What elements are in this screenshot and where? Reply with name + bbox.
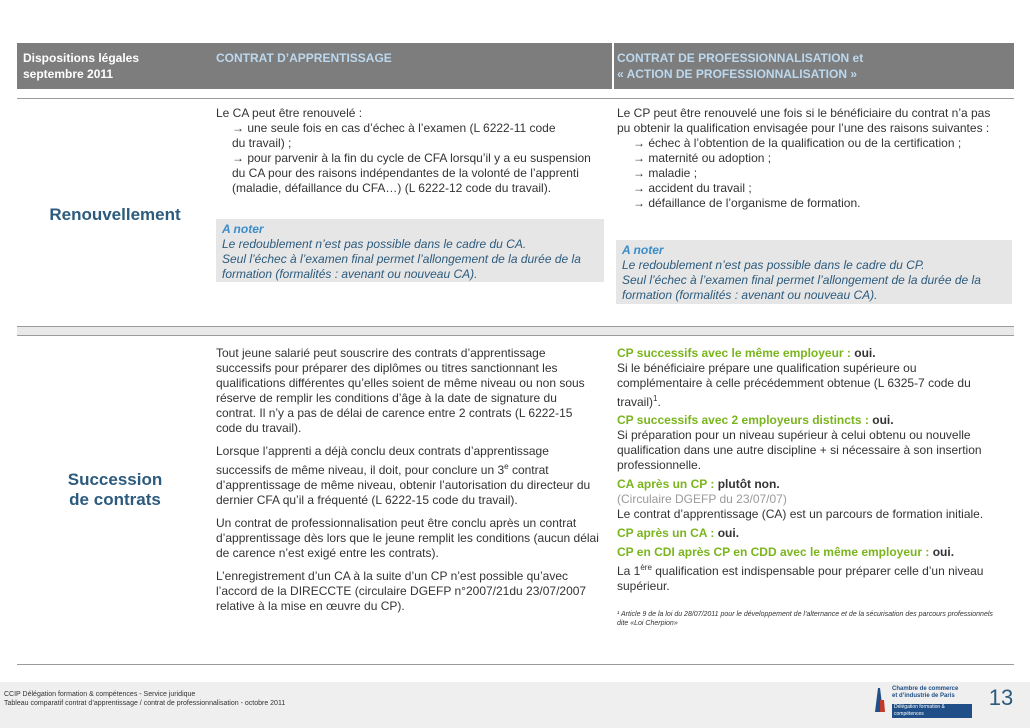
note-line: Le redoublement n’est pas possible dans le cadre du CA. xyxy=(222,237,527,251)
text-line: l’accord de la DIRECCTE (circulaire DGEFP n°2007/21du 23/07/2007 xyxy=(216,584,587,598)
ca-succession-text xyxy=(216,346,611,614)
row2-top-divider xyxy=(17,335,1014,336)
text-line: relative à la mise en œuvre du CP). xyxy=(216,599,405,613)
text-line: réserve de remplir les conditions d’âge à la date de signature du xyxy=(216,391,557,405)
text-line: Lorsque l’apprenti a déjà conclu deux contrats d’apprentissage xyxy=(216,444,549,458)
spacer xyxy=(216,508,611,516)
row2-bottom-divider xyxy=(17,664,1014,665)
heading-green: CA après un CP : xyxy=(617,477,715,491)
text-line xyxy=(617,545,1014,560)
page-number: 13 xyxy=(988,685,1014,710)
answer: oui. xyxy=(932,545,955,559)
text-line: Le CP peut être renouvelé une fois si le bénéficiaire du contrat n’a pas xyxy=(617,106,991,120)
answer: oui. xyxy=(854,346,876,360)
footer-text xyxy=(4,690,285,708)
text-line: → accident du travail ; xyxy=(633,181,752,195)
text-line: → échec à l’obtention de la qualification ou de la certification ; xyxy=(633,136,962,150)
note-line: Seul l’échec à l’examen final permet l’allongement de la durée de la xyxy=(622,273,981,287)
text-line: du travail) ; xyxy=(232,136,292,150)
text-line: code du travail). xyxy=(216,421,302,435)
text-line: Si préparation pour un niveau supérieur à celui obtenu ou nouvelle xyxy=(617,428,971,442)
header-right-line1: CONTRAT DE PROFESSIONNALISATION et xyxy=(617,51,864,65)
row-label-renouvellement: Renouvellement xyxy=(49,205,181,224)
answer: oui. xyxy=(872,413,894,427)
text-line xyxy=(617,346,1014,361)
text-span: . xyxy=(657,395,661,409)
answer: plutôt non. xyxy=(717,477,780,491)
superscript: 1 xyxy=(653,394,658,403)
text-line: successifs pour préparer des diplômes ou titres sanctionnant les xyxy=(216,361,558,375)
header-left-line1: Dispositions légales xyxy=(23,51,140,65)
text-line: Tout jeune salarié peut souscrire des contrats d’apprentissage xyxy=(216,346,546,360)
note-line: Le redoublement n’est pas possible dans le cadre du CP. xyxy=(622,258,925,272)
text-line: de carence n’est exigé entre les contrats). xyxy=(216,546,439,560)
logo-line: Délégation formation & compétences xyxy=(892,704,972,718)
text-line: Un contrat de professionnalisation peut être conclu après un contrat xyxy=(216,516,577,530)
text-line: dernier CFA qu’il a fréquenté (L 6222-15 code du travail). xyxy=(216,493,518,507)
header-left-line2: septembre 2011 xyxy=(23,67,114,81)
text-line: contrat. Il n’y a pas de délai de carence entre 2 contrats (L 6222-15 xyxy=(216,406,573,420)
cp-succession-text xyxy=(617,346,1014,594)
text-line: → défaillance de l’organisme de formation. xyxy=(633,196,861,210)
header-ca xyxy=(213,43,612,89)
heading-green: CP successifs avec 2 employeurs distincts : xyxy=(617,413,869,427)
text-line xyxy=(617,560,1014,579)
text-line: qualification dans une autre discipline + si nécessaire à son insertion xyxy=(617,443,982,457)
header-cp xyxy=(614,43,1014,89)
text-line: d’apprentissage de même niveau, obtenir l’autorisation du directeur du xyxy=(216,478,591,492)
cp-renouvellement-text xyxy=(617,106,1014,211)
ca-note-box xyxy=(216,219,604,282)
text-line xyxy=(617,477,1014,492)
superscript: e xyxy=(504,462,509,471)
text-line: → maladie ; xyxy=(633,166,698,180)
note-title: A noter xyxy=(622,243,664,257)
cp-note-box xyxy=(616,240,1012,304)
note-line: formation (formalités : avenant ou nouveau CA). xyxy=(622,288,878,302)
logo-line: Chambre de commerce xyxy=(892,686,959,692)
text-line: L’enregistrement d’un CA à la suite d’un CP n’est possible qu’avec xyxy=(216,569,568,583)
text-line: professionnelle. xyxy=(617,458,702,472)
text-line: complémentaire à celle précédemment obtenue (L 6325-7 code du xyxy=(617,376,971,390)
text-line: Si le bénéficiaire prépare une qualification supérieure ou xyxy=(617,361,917,375)
row-label-line: de contrats xyxy=(69,490,161,509)
text-line xyxy=(617,526,1014,541)
heading-green: CP successifs avec le même employeur : xyxy=(617,346,851,360)
text-line: du CA pour des raisons indépendantes de la volonté de l’apprenti xyxy=(232,166,579,180)
row-label-succession xyxy=(17,470,213,510)
logo-line: et d’industrie de Paris xyxy=(892,693,955,699)
row1-top-divider xyxy=(17,98,1014,99)
heading-green: CP en CDI après CP en CDD avec le même employeur : xyxy=(617,545,930,559)
text-line: → une seule fois en cas d’échec à l’examen (L 6222-11 code xyxy=(232,121,556,135)
spacer xyxy=(216,561,611,569)
footnote-line: dite «Loi Cherpion» xyxy=(617,620,678,627)
answer: oui. xyxy=(717,526,740,540)
ca-renouvellement-text xyxy=(216,106,611,196)
spacer xyxy=(216,436,611,444)
ccip-logo xyxy=(870,686,970,716)
text-line: Le contrat d’apprentissage (CA) est un parcours de formation initiale. xyxy=(617,507,984,521)
note-title: A noter xyxy=(222,222,264,236)
text-line: Le CA peut être renouvelé : xyxy=(216,106,363,120)
note-line: Seul l’échec à l’examen final permet l’allongement de la durée de la xyxy=(222,252,581,266)
footer-line2: Tableau comparatif contrat d’apprentissage / contrat de professionnalisation - octobre 2011 xyxy=(4,700,286,707)
heading-green: CP après un CA : xyxy=(617,526,715,540)
text-line: pu obtenir la qualification envisagée pour l’une des raisons suivantes : xyxy=(617,121,990,135)
text-span: qualification est indispensable pour préparer celle d’un niveau xyxy=(651,564,984,578)
text-line: qualifications différentes qu’elles soient de même niveau ou non sous xyxy=(216,376,585,390)
footnote-line: ¹ Article 9 de la loi du 28/07/2011 pour le développement de l’alternance et de la sécurisation des parcours professionnels xyxy=(617,611,993,618)
row-label-line: Succession xyxy=(67,470,163,489)
text-line: d’apprentissage dès lors que le jeune remplit les conditions (aucun délai xyxy=(216,531,599,545)
footer-line1: CCIP Délégation formation & compétences - Service juridique xyxy=(4,691,196,698)
footnote xyxy=(617,610,1012,628)
text-line xyxy=(216,459,611,478)
text-line: supérieur. xyxy=(617,579,670,593)
text-line: (Circulaire DGEFP du 23/07/07) xyxy=(617,492,787,506)
text-line xyxy=(617,413,1014,428)
text-line: → pour parvenir à la fin du cycle de CFA lorsqu’il y a eu suspension xyxy=(232,151,591,165)
text-line: → maternité ou adoption ; xyxy=(633,151,772,165)
text-span: travail) xyxy=(617,395,654,409)
text-span: La 1 xyxy=(617,564,641,578)
header-mid-title: CONTRAT D’APPRENTISSAGE xyxy=(216,51,392,65)
row-separator-band xyxy=(17,327,1014,335)
text-span: successifs de même niveau, il doit, pour conclure un 3 xyxy=(216,463,505,477)
text-line xyxy=(617,391,1014,410)
text-line: (maladie, défaillance du CFA…) (L 6222-12 code du travail). xyxy=(232,181,552,195)
header-dispositions xyxy=(17,43,213,89)
note-line: formation (formalités : avenant ou nouveau CA). xyxy=(222,267,478,281)
superscript: ère xyxy=(640,563,652,572)
text-span: contrat xyxy=(508,463,549,477)
header-right-line2: « ACTION DE PROFESSIONNALISATION » xyxy=(617,67,858,81)
